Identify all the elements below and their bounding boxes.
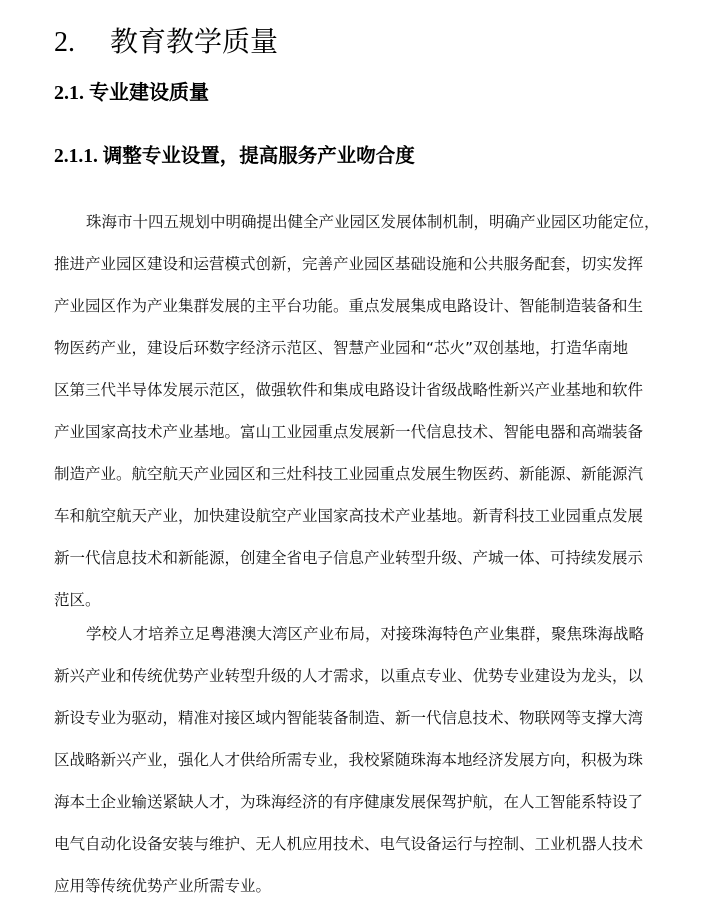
paragraph-line: 产业国家高技术产业基地。富山工业园重点发展新一代信息技术、智能电器和高端装备 (54, 423, 644, 441)
paragraph-1 (54, 201, 660, 621)
subsection-heading: 2.1. 专业建设质量 (54, 82, 209, 104)
paragraph-line: 新设专业为驱动，精准对接区域内智能装备制造、新一代信息技术、物联网等支撑大湾 (54, 709, 644, 727)
paragraph-line: 制造产业。航空航天产业园区和三灶科技工业园重点发展生物医药、新能源、新能源汽 (54, 465, 644, 483)
paragraph-line: 学校人才培养立足粤港澳大湾区产业布局，对接珠海特色产业集群，聚焦珠海战略 (86, 625, 645, 643)
paragraph-line: 推进产业园区建设和运营模式创新，完善产业园区基础设施和公共服务配套，切实发挥 (54, 255, 644, 273)
paragraph-line: 海本土企业输送紧缺人才，为珠海经济的有序健康发展保驾护航，在人工智能系特设了 (54, 793, 644, 811)
paragraph-line: 区战略新兴产业，强化人才供给所需专业，我校紧随珠海本地经济发展方向，积极为珠 (54, 751, 644, 769)
paragraph-2 (54, 613, 644, 907)
paragraph-line: 应用等传统优势产业所需专业。 (54, 877, 272, 895)
paragraph-line: 珠海市十四五规划中明确提出健全产业园区发展体制机制，明确产业园区功能定位， (86, 213, 660, 231)
section-heading (54, 22, 278, 62)
paragraph-line: 电气自动化设备安装与维护、无人机应用技术、电气设备运行与控制、工业机器人技术 (54, 835, 644, 853)
paragraph-line: 产业园区作为产业集群发展的主平台功能。重点发展集成电路设计、智能制造装备和生 (54, 297, 644, 315)
section-title: 教育教学质量 (110, 25, 279, 58)
subsubsection-heading: 2.1.1. 调整专业设置，提高服务产业吻合度 (54, 146, 415, 167)
paragraph-line: 范区。 (54, 591, 101, 609)
section-number: 2. (54, 27, 75, 58)
paragraph-line: 区第三代半导体发展示范区，做强软件和集成电路设计省级战略性新兴产业基地和软件 (54, 381, 644, 399)
paragraph-line: 新兴产业和传统优势产业转型升级的人才需求，以重点专业、优势专业建设为龙头，以 (54, 667, 644, 685)
paragraph-line: 新一代信息技术和新能源，创建全省电子信息产业转型升级、产城一体、可持续发展示 (54, 549, 644, 567)
paragraph-line: 物医药产业，建设后环数字经济示范区、智慧产业园和“芯火”双创基地，打造华南地 (54, 339, 629, 357)
paragraph-line: 车和航空航天产业，加快建设航空产业国家高技术产业基地。新青科技工业园重点发展 (54, 507, 644, 525)
